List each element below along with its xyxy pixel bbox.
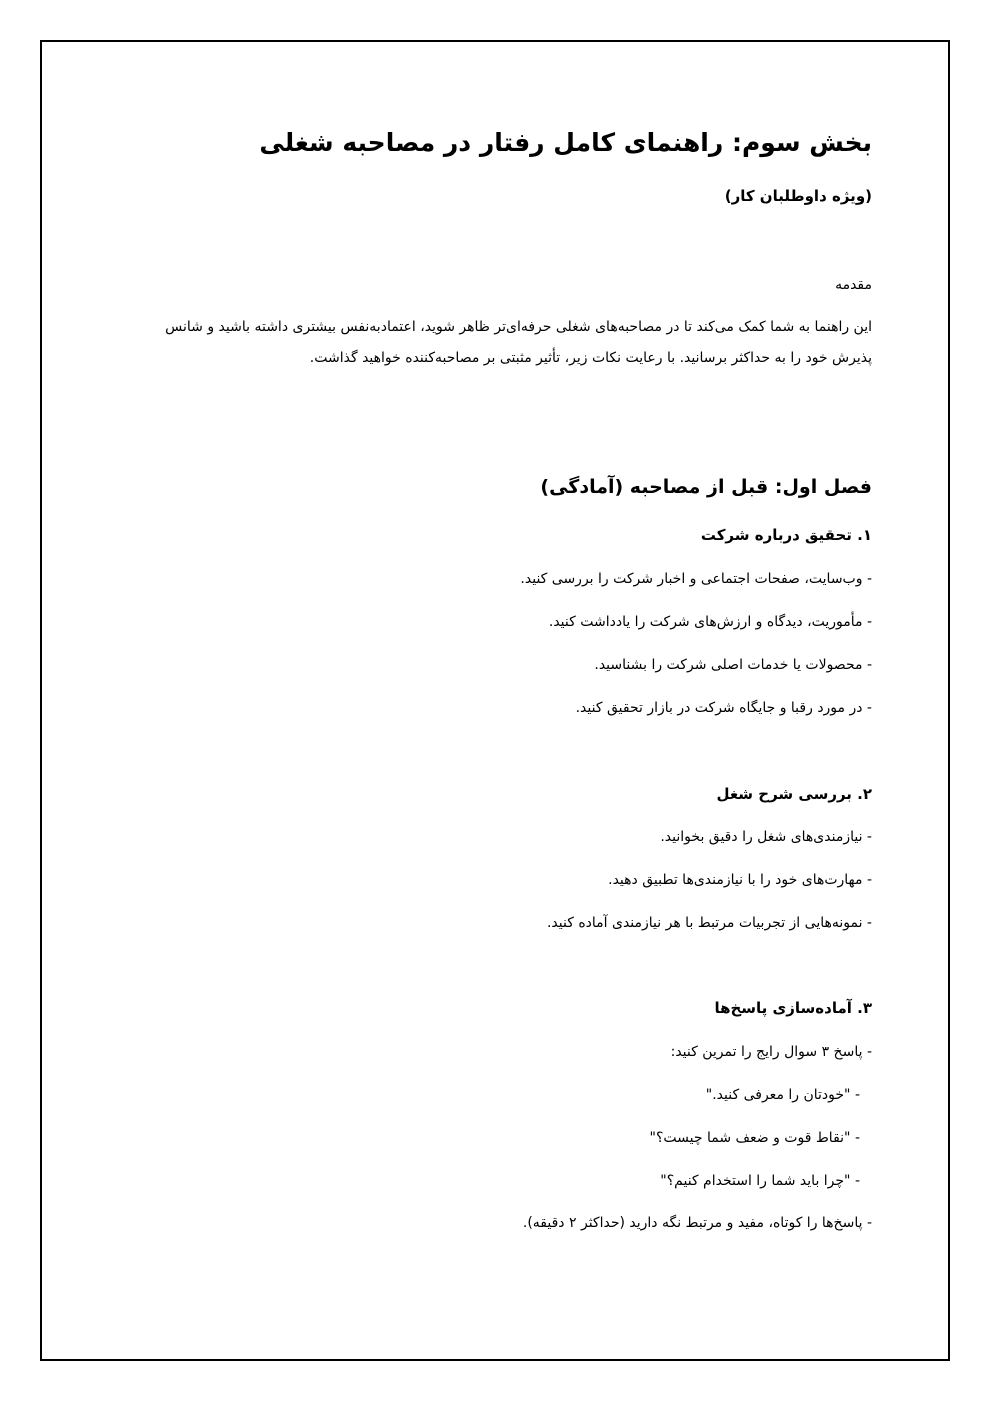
document-title: بخش سوم: راهنمای کامل رفتار در مصاحبه شغلی [259, 128, 872, 157]
intro-heading: مقدمه [835, 277, 872, 293]
section-heading: ۳. آماده‌سازی پاسخ‌ها [714, 999, 872, 1017]
section-heading: ۱. تحقیق درباره شرکت [700, 526, 872, 544]
list-item: - در مورد رقبا و جایگاه شرکت در بازار تحقیق کنید. [575, 700, 872, 716]
sub-list-item: - "خودتان را معرفی کنید." [705, 1087, 860, 1103]
sub-list-item: - "نقاط قوت و ضعف شما چیست؟" [649, 1130, 860, 1146]
section-heading: ۲. بررسی شرح شغل [716, 785, 872, 803]
list-item: - مأموریت، دیدگاه و ارزش‌های شرکت را یادداشت کنید. [548, 614, 872, 630]
list-item: - پاسخ ۳ سوال رایج را تمرین کنید: [670, 1044, 872, 1060]
list-item: - پاسخ‌ها را کوتاه، مفید و مرتبط نگه دارید (حداکثر ۲ دقیقه). [522, 1215, 872, 1231]
sub-list-item: - "چرا باید شما را استخدام کنیم؟" [660, 1173, 860, 1189]
list-item: - مهارت‌های خود را با نیازمندی‌ها تطبیق دهید. [608, 872, 872, 888]
list-item: - محصولات یا خدمات اصلی شرکت را بشناسید. [594, 657, 872, 673]
list-item: - نمونه‌هایی از تجربیات مرتبط با هر نیازمندی آماده کنید. [546, 915, 872, 931]
document-page [40, 40, 950, 1361]
document-subtitle: (ویژه داوطلبان کار) [724, 187, 872, 205]
intro-paragraph: این راهنما به شما کمک می‌کند تا در مصاحبه‌های شغلی حرفه‌ای‌تر ظاهر شوید، اعتمادبه‌نفس بیشتری داشته باشید و شانس پذیرش خود را به حداکثر برسانید. با رعایت نکات زیر، تأثیر مثبتی بر مصاحبه‌کننده خواهید گذاشت. [165, 319, 872, 366]
list-item: - نیازمندی‌های شغل را دقیق بخوانید. [660, 829, 872, 845]
chapter-title: فصل اول: قبل از مصاحبه (آمادگی) [540, 476, 872, 498]
list-item: - وب‌سایت، صفحات اجتماعی و اخبار شرکت را بررسی کنید. [520, 571, 872, 587]
